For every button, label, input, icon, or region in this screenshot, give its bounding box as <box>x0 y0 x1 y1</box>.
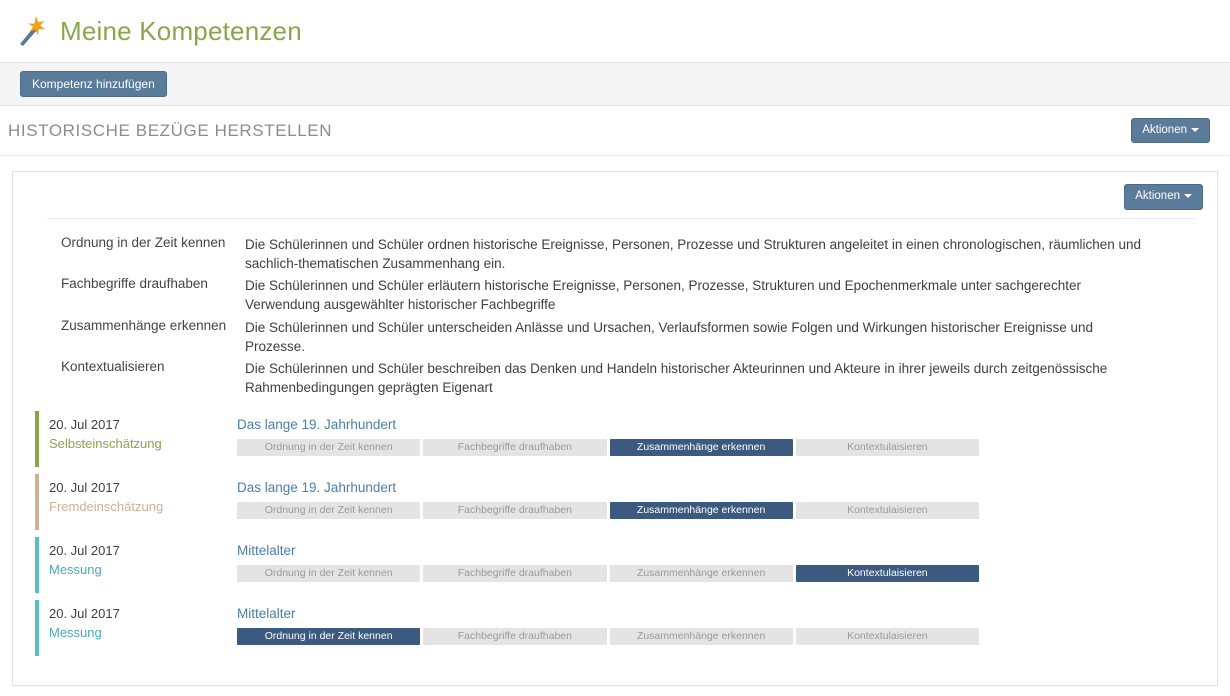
scale-segment-zusammenhaenge[interactable]: Zusammenhänge erkennen <box>610 502 793 519</box>
descriptor-definition: Die Schülerinnen und Schüler ordnen historische Ereignisse, Personen, Prozesse und Strukturen angeleitet in einen chronologischen, räumlichen und sachlich-thematischen Zusammenhang ein. <box>245 237 1142 272</box>
competence-panel <box>12 171 1218 686</box>
scale-segment-fachbegriffe[interactable]: Fachbegriffe draufhaben <box>423 439 606 456</box>
descriptor-row <box>35 235 1195 273</box>
evaluation-body <box>237 543 1195 582</box>
evaluation-kind: Fremdeinschätzung <box>49 499 164 515</box>
descriptor-term: Fachbegriffe draufhaben <box>61 276 208 292</box>
evaluation-body <box>237 480 1195 519</box>
scale-segment-ordnung[interactable]: Ordnung in der Zeit kennen <box>237 628 420 645</box>
toolbar <box>0 62 1230 106</box>
scale-segment-ordnung[interactable]: Ordnung in der Zeit kennen <box>237 502 420 519</box>
evaluation-meta <box>39 480 237 514</box>
evaluation-date: 20. Jul 2017 <box>49 606 120 622</box>
evaluation-topic-link[interactable]: Das lange 19. Jahrhundert <box>237 417 397 433</box>
descriptor-definition: Die Schülerinnen und Schüler unterscheiden Anlässe und Ursachen, Verlaufsformen sowie Folgen und Wirkungen historischer Ereignisse und Prozesse. <box>245 319 1093 354</box>
competence-scale <box>237 502 979 519</box>
section-header <box>0 106 1230 156</box>
descriptor-term: Zusammenhänge erkennen <box>61 317 227 333</box>
evaluation-row <box>35 600 1195 656</box>
chevron-down-icon <box>1191 128 1199 132</box>
evaluation-body <box>237 606 1195 645</box>
evaluation-row <box>35 411 1195 467</box>
descriptor-term: Ordnung in der Zeit kennen <box>61 235 226 250</box>
evaluation-meta <box>39 543 237 577</box>
scale-segment-kontextualisieren[interactable]: Kontextulaisieren <box>796 565 979 582</box>
evaluation-topic-link[interactable]: Das lange 19. Jahrhundert <box>237 480 397 496</box>
evaluation-date: 20. Jul 2017 <box>49 417 120 433</box>
scale-segment-ordnung[interactable]: Ordnung in der Zeit kennen <box>237 439 420 456</box>
page-title: Meine Kompetenzen <box>60 15 302 46</box>
descriptor-term: Kontextualisieren <box>61 358 165 374</box>
section-actions-button[interactable] <box>1131 118 1210 144</box>
panel-actions-label: Aktionen <box>1135 190 1180 202</box>
evaluation-topic-link[interactable]: Mittelalter <box>237 543 296 559</box>
evaluation-body <box>237 417 1195 456</box>
scale-segment-zusammenhaenge[interactable]: Zusammenhänge erkennen <box>610 565 793 582</box>
add-competence-button[interactable]: Kompetenz hinzufügen <box>20 71 167 97</box>
scale-segment-kontextualisieren[interactable]: Kontextulaisieren <box>796 439 979 456</box>
descriptor-row <box>35 318 1195 356</box>
descriptor-row <box>35 359 1195 397</box>
descriptor-row <box>35 276 1195 314</box>
evaluation-kind: Selbsteinschätzung <box>49 436 162 452</box>
scale-segment-zusammenhaenge[interactable]: Zusammenhänge erkennen <box>610 439 793 456</box>
panel-actions <box>1124 184 1203 210</box>
evaluation-kind: Messung <box>49 625 102 641</box>
descriptor-definition: Die Schülerinnen und Schüler erläutern historische Ereignisse, Personen, Prozesse, Strukturen und Epochenmerkmale unter sachgerechter Verwendung ausgewählter historischer Fachbegriffe <box>245 278 1081 313</box>
scale-segment-kontextualisieren[interactable]: Kontextulaisieren <box>796 502 979 519</box>
panel-actions-button[interactable] <box>1124 184 1203 210</box>
page-header <box>0 0 1230 62</box>
scale-segment-kontextualisieren[interactable]: Kontextulaisieren <box>796 628 979 645</box>
section-actions-label: Aktionen <box>1142 123 1187 136</box>
evaluation-meta <box>39 606 237 640</box>
evaluation-kind: Messung <box>49 562 102 578</box>
evaluation-date: 20. Jul 2017 <box>49 543 120 559</box>
competence-scale <box>237 565 979 582</box>
scale-segment-ordnung[interactable]: Ordnung in der Zeit kennen <box>237 565 420 582</box>
evaluation-row <box>35 474 1195 530</box>
competence-scale <box>237 628 979 645</box>
evaluation-meta <box>39 417 237 451</box>
divider <box>47 218 1195 219</box>
scale-segment-fachbegriffe[interactable]: Fachbegriffe draufhaben <box>423 565 606 582</box>
section-title: HISTORISCHE BEZÜGE HERSTELLEN <box>8 120 333 140</box>
scale-segment-fachbegriffe[interactable]: Fachbegriffe draufhaben <box>423 502 606 519</box>
scale-segment-fachbegriffe[interactable]: Fachbegriffe draufhaben <box>423 628 606 645</box>
evaluation-date: 20. Jul 2017 <box>49 480 120 496</box>
star-wand-icon <box>14 14 48 48</box>
competence-scale <box>237 439 979 456</box>
evaluation-topic-link[interactable]: Mittelalter <box>237 606 296 622</box>
descriptor-list <box>35 235 1195 397</box>
descriptor-definition: Die Schülerinnen und Schüler beschreiben das Denken und Handeln historischer Akteurinnen und Akteure in ihrer jeweils durch zeitgenössische Rahmenbedingungen geprägten Eigenart <box>245 360 1108 396</box>
scale-segment-zusammenhaenge[interactable]: Zusammenhänge erkennen <box>610 628 793 645</box>
evaluation-row <box>35 537 1195 593</box>
chevron-down-icon <box>1184 194 1192 198</box>
evaluation-list <box>35 411 1195 656</box>
